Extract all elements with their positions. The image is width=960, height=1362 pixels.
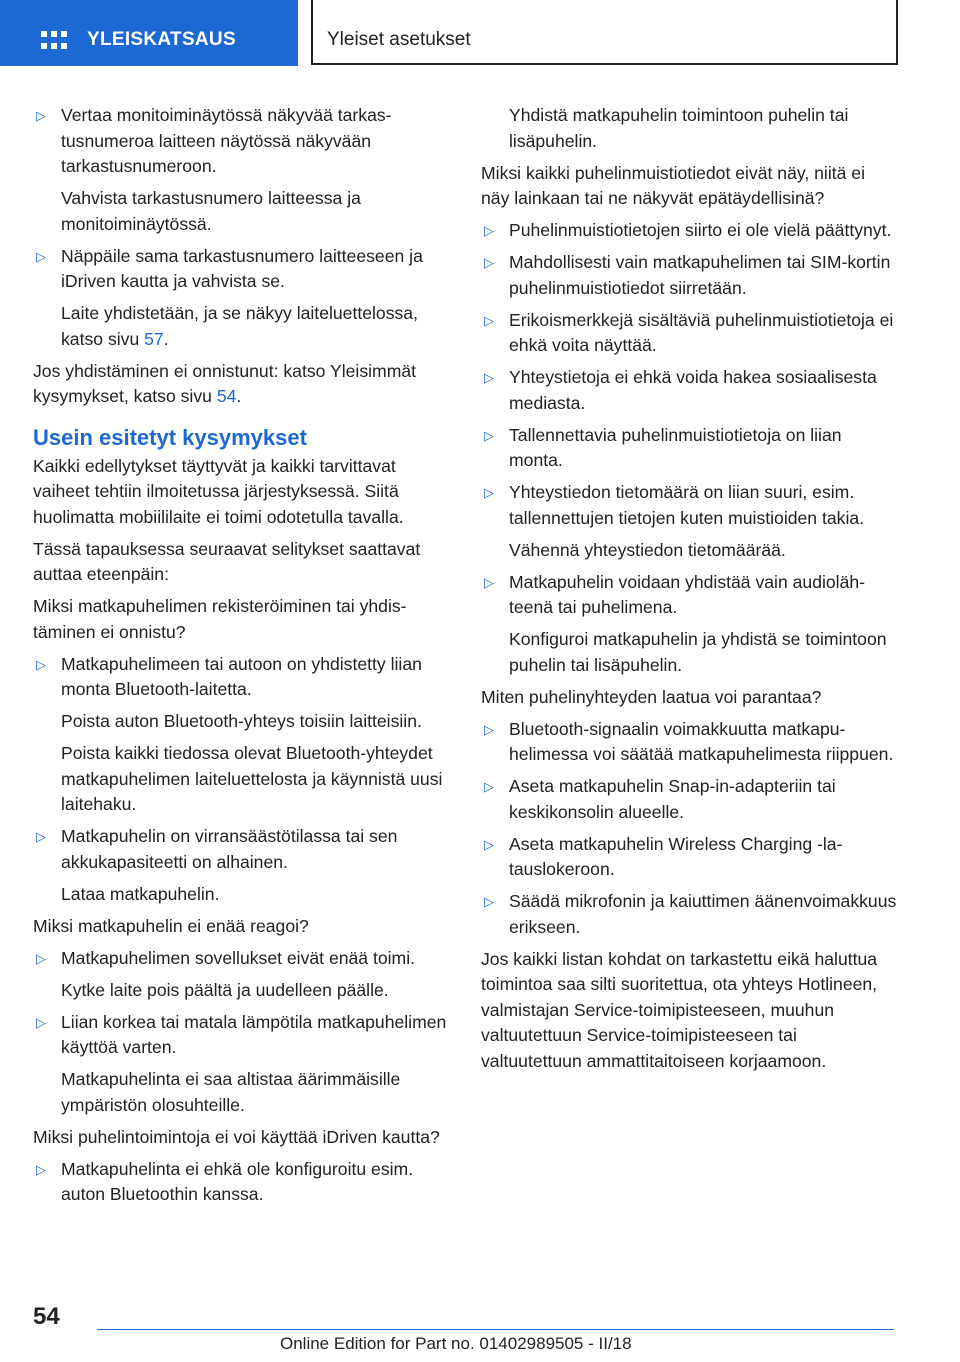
triangle-bullet-icon: ▷ (484, 779, 494, 794)
page-number: 54 (33, 1303, 60, 1330)
right-column (481, 103, 897, 1081)
question: Miksi kaikki puhelinmuistiotiedot eivät näy, niitä ei näy lainkaan tai ne näkyvät epätäydellisinä? (481, 162, 865, 208)
chapter-tab[interactable] (311, 0, 898, 65)
list-item: ▷ Matkapuhelin on virransäästötilassa tai sen akkukapasiteetti on alhainen. (36, 826, 398, 872)
note-text: Poista kaikki tiedossa olevat Bluetooth-yhteydet matkapuhelimen laiteluettelosta ja käynnistä uusi laitehaku. (61, 743, 443, 814)
note-text: Konfiguroi matkapuhelin ja yhdistä se toimintoon puhelin tai lisäpuhelin. (509, 629, 887, 675)
question: Miten puhelinyhteyden laatua voi parantaa? (481, 686, 822, 707)
triangle-bullet-icon: ▷ (36, 248, 46, 264)
triangle-bullet-icon: ▷ (36, 108, 46, 123)
triangle-bullet-icon: ▷ (36, 1014, 46, 1030)
list-item: ▷ Aseta matkapuhelin Snap-in-adapteriin tai keskikonsolin alueelle. (484, 776, 836, 822)
paragraph: Laite yhdistetään, ja se näkyy laiteluettelossa, katso sivu 57. (61, 303, 418, 349)
triangle-bullet-icon: ▷ (36, 1161, 46, 1177)
note-text: Lataa matkapuhelin. (61, 883, 220, 904)
section-heading: Usein esitetyt kysymykset (33, 424, 307, 450)
note-text: Kytke laite pois päältä ja uudelleen päälle. (61, 979, 389, 1000)
triangle-bullet-icon: ▷ (36, 950, 46, 966)
list-item: ▷ Vertaa monitoiminäytössä näkyvää tarkastusnumeroa laitteen näytössä näkyvään tarkastusnumeroon. (36, 105, 392, 176)
note-text: Yhdistä matkapuhelin toimintoon puhelin tai lisäpuhelin. (509, 105, 849, 151)
page-header (0, 0, 960, 66)
list-item: ▷ Mahdollisesti vain matkapuhelimen tai SIM-kortin puhelinmuistiotiedot siirretään. (484, 252, 891, 298)
triangle-bullet-icon: ▷ (484, 836, 494, 852)
list-item: ▷ Bluetooth-signaalin voimakkuutta matkapuhelimessa voi säätää matkapuhelimesta riippuen. (484, 718, 894, 764)
question: Miksi matkapuhelimen rekisteröiminen tai yhdistäminen ei onnistu? (33, 596, 407, 642)
triangle-bullet-icon: ▷ (484, 223, 494, 238)
triangle-bullet-icon: ▷ (484, 255, 494, 270)
triangle-bullet-icon: ▷ (484, 370, 494, 385)
question: Miksi matkapuhelin ei enää reagoi? (33, 915, 309, 936)
note-text: Poista auton Bluetooth-yhteys toisiin laitteisiin. (61, 711, 422, 731)
list-item: ▷ Puhelinmuistiotietojen siirto ei ole vielä päättynyt. (481, 218, 897, 244)
triangle-bullet-icon: ▷ (36, 656, 46, 672)
triangle-bullet-icon: ▷ (484, 574, 494, 590)
triangle-bullet-icon: ▷ (484, 312, 494, 328)
list-item: ▷ Tallennettavia puhelinmuistiotietoja on liian monta. (484, 424, 842, 470)
triangle-bullet-icon: ▷ (484, 485, 494, 500)
triangle-bullet-icon: ▷ (484, 427, 494, 443)
list-item: ▷ Säädä mikrofonin ja kaiuttimen äänenvoimakkuus erikseen. (484, 891, 897, 937)
paragraph: Jos yhdistäminen ei onnistunut: katso Yleisimmät kysymykset, katso sivu 54. (33, 360, 417, 406)
edition-text: Online Edition for Part no. 01402989505 - II/18 (280, 1334, 632, 1353)
triangle-bullet-icon: ▷ (36, 829, 46, 844)
list-item: ▷ Liian korkea tai matala lämpötila matkapuhelimen käyttöä varten. (36, 1011, 447, 1057)
list-item: ▷ Matkapuhelimeen tai autoon on yhdistetty liian monta Bluetooth-laitetta. (36, 653, 422, 699)
list-item: ▷ Matkapuhelin voidaan yhdistää vain audiolähteenä tai puhelimena. (484, 571, 866, 617)
list-item: ▷ Yhteystiedon tietomäärä on liian suuri, esim. tallennettujen tietojen kuten muistioiden takia. (484, 482, 865, 528)
list-item: ▷ Näppäile sama tarkastusnumero laitteeseen ja iDriven kautta ja vahvista se. (36, 245, 423, 291)
triangle-bullet-icon: ▷ (484, 721, 494, 737)
triangle-bullet-icon: ▷ (484, 894, 494, 909)
chapter-tab-label: Yleiset asetukset (327, 29, 471, 50)
note-text: Matkapuhelinta ei saa altistaa äärimmäisille ympäristön olosuhteille. (61, 1069, 401, 1115)
grid-menu-icon (41, 31, 67, 53)
section-tab[interactable] (0, 0, 298, 66)
list-item: ▷ Matkapuhelimen sovellukset eivät enää toimi. (33, 946, 449, 972)
note-text: Vahvista tarkastusnumero laitteessa ja monitoiminäytössä. (61, 188, 361, 234)
list-item: ▷ Matkapuhelinta ei ehkä ole konfiguroitu esim. auton Bluetoothin kanssa. (36, 1158, 414, 1204)
note-text: Vähennä yhteystiedon tietomäärää. (509, 539, 786, 560)
page-link[interactable]: 57 (144, 328, 164, 349)
page-link[interactable]: 54 (216, 386, 237, 406)
paragraph: Kaikki edellytykset täyttyvät ja kaikki tarvittavat vaiheet tehtiin ilmoitetussa järjestyksessä. Siitä huolimatta mobiililaite ei toimi odotetulla tavalla. (33, 455, 404, 527)
left-column (33, 103, 449, 1214)
list-item: ▷ Yhteystietoja ei ehkä voida hakea sosiaalisesta mediasta. (484, 367, 877, 413)
list-item: ▷ Erikoismerkkejä sisältäviä puhelinmuistiotietoja ei ehkä voita näyttää. (484, 309, 894, 355)
footer-divider (97, 1329, 894, 1330)
section-tab-label: YLEISKATSAUS (87, 29, 236, 50)
paragraph: Jos kaikki listan kohdat on tarkastettu eikä haluttua toimintoa saa silti suoritettua, ota yhteys Hotlineen, valmistajan Service-toimipisteeseen, muuhun valtuutettuun Service-toimipisteeseen tai valtuutettuun ammattitaitoiseen korjaamoon. (481, 948, 878, 1071)
paragraph: Tässä tapauksessa seuraavat selitykset saattavat auttaa eteenpäin: (33, 538, 421, 584)
question: Miksi puhelintoimintoja ei voi käyttää iDriven kautta? (33, 1126, 440, 1147)
list-item: ▷ Aseta matkapuhelin Wireless Charging -latauslokeroon. (484, 833, 843, 879)
